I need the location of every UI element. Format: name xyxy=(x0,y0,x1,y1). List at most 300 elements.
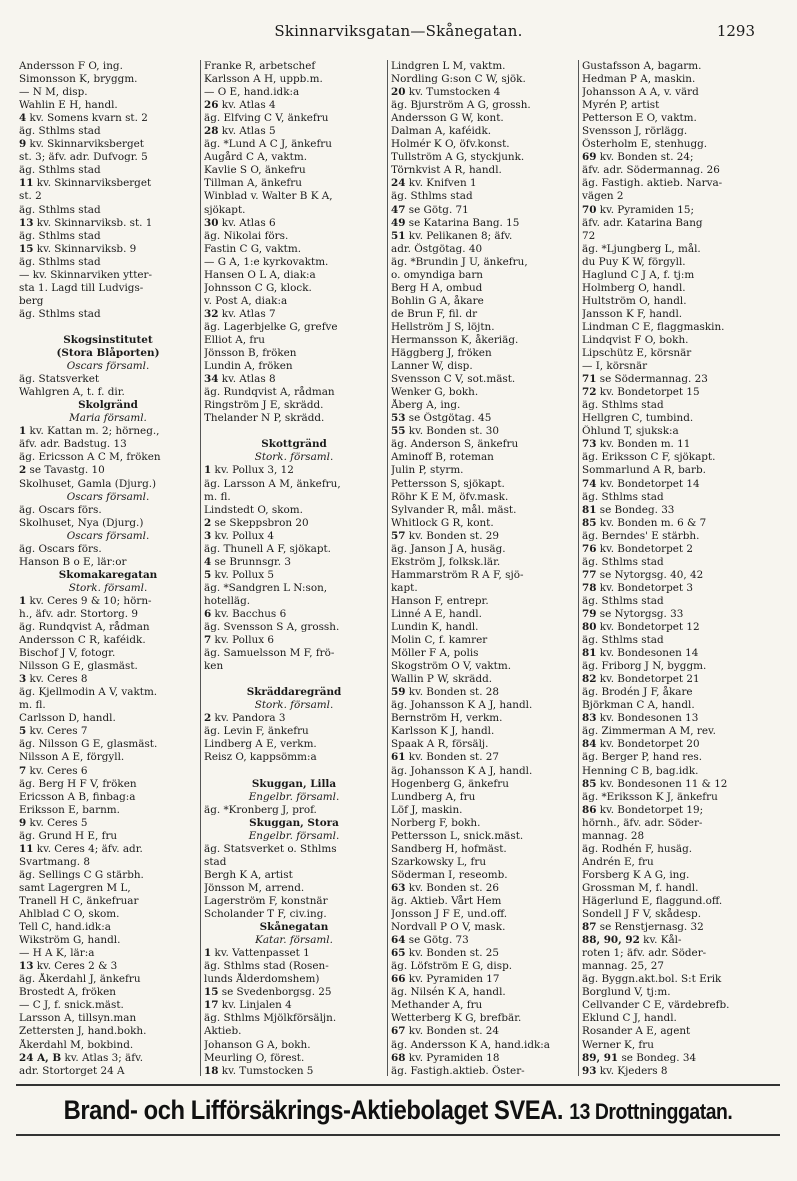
directory-entry: 87 se Renstjernasg. 32 xyxy=(582,921,704,934)
advertisement-address: 13 Drottninggatan. xyxy=(569,1098,733,1124)
directory-entry: 57 kv. Bonden st. 29 xyxy=(391,529,500,542)
directory-entry: 71 se Södermannag. 23 xyxy=(582,373,708,386)
directory-entry: Sandberg H, hofmäst. xyxy=(391,842,507,855)
directory-entry: äg. Andersson K A, hand.idk:a xyxy=(391,1038,551,1051)
directory-entry: Whitlock G R, kont. xyxy=(391,516,494,529)
directory-entry: Skuggan, Stora xyxy=(249,816,339,829)
column-2 xyxy=(200,60,387,1076)
directory-entry: Söderman I, reseomb. xyxy=(391,868,508,881)
directory-entry: Henning C B, bag.idk. xyxy=(582,764,699,777)
directory-entry xyxy=(204,765,384,778)
directory-entry: 53 se Östgötag. 45 xyxy=(391,412,492,425)
directory-entry: 72 xyxy=(582,229,596,242)
directory-entry: Eklund C J, handl. xyxy=(582,1012,677,1025)
directory-entry: äfv. adr. Badstug. 13 xyxy=(19,438,127,451)
directory-entry: Wetterberg K G, brefbär. xyxy=(391,1012,522,1025)
directory-entry: 1 kv. Vattenpasset 1 xyxy=(204,947,310,960)
directory-entry: Röhr K E M, öfv.mask. xyxy=(391,490,509,503)
directory-entry: Häggberg J, fröken xyxy=(391,347,492,360)
page-header xyxy=(0,22,797,44)
directory-entry: Simonsson K, bryggm. xyxy=(19,73,138,86)
directory-entry: 61 kv. Bonden st. 27 xyxy=(391,751,500,764)
directory-entry: äg. Kjellmodin A V, vaktm. xyxy=(19,686,158,699)
directory-entry: 86 kv. Bondetorpet 19; xyxy=(582,803,704,816)
directory-entry: sjökapt. xyxy=(204,203,246,216)
directory-entry: 74 kv. Bondetorpet 14 xyxy=(582,477,700,490)
directory-entry: — kv. Skinnarviken ytter- xyxy=(19,268,152,281)
directory-entry: äg. Levin F, änkefru xyxy=(204,725,309,738)
directory-entry: äg. *Sandgren L N:son, xyxy=(204,581,328,594)
directory-entry: Carlsson D, handl. xyxy=(19,712,116,725)
directory-entry: 30 kv. Atlas 6 xyxy=(204,216,276,229)
directory-entry: 73 kv. Bonden m. 11 xyxy=(582,438,691,451)
directory-entry: du Puy K W, förgyll. xyxy=(582,255,686,268)
directory-entry: Andersson C R, kaféidk. xyxy=(19,634,146,647)
directory-entry: 89, 91 se Bondeg. 34 xyxy=(582,1051,697,1064)
directory-entry: äg. Åkerdahl J, änkefru xyxy=(19,973,141,986)
directory-entry: o. omyndiga barn xyxy=(391,268,483,281)
directory-entry: Nilsson A E, förgyll. xyxy=(19,751,125,764)
directory-entry: Hellström J S, löjtn. xyxy=(391,320,495,333)
page-title: Skinnarviksgatan—Skånegatan. xyxy=(274,22,523,40)
directory-entry: äg. Elfving C V, änkefru xyxy=(204,112,329,125)
directory-entry: äg. Johansson K A J, handl. xyxy=(391,699,533,712)
directory-entry: Grossman M, f. handl. xyxy=(582,881,699,894)
directory-entry: 85 kv. Bondesonen 11 & 12 xyxy=(582,777,728,790)
directory-entry: Brostedt A, fröken xyxy=(19,986,116,999)
directory-entry: Skräddaregränd xyxy=(246,686,342,699)
directory-entry: 7 kv. Pollux 6 xyxy=(204,634,275,647)
directory-entry: Lundberg A, fru xyxy=(391,790,476,803)
directory-entry: äg. Larsson A M, änkefru, xyxy=(204,477,341,490)
directory-entry: 24 A, B kv. Atlas 3; äfv. xyxy=(19,1051,144,1064)
directory-entry: 80 kv. Bondetorpet 12 xyxy=(582,621,700,634)
directory-entry: äg. Sthlms stad xyxy=(19,255,101,268)
directory-entry: Tullström A G, styckjunk. xyxy=(391,151,525,164)
column-1 xyxy=(16,60,200,1076)
directory-entry: Skogström O V, vaktm. xyxy=(391,660,512,673)
directory-entry: Skomakaregatan xyxy=(58,568,158,581)
directory-entry: äg. Statsverket xyxy=(19,373,100,386)
directory-entry: äg. Zimmerman A M, rev. xyxy=(582,725,716,738)
directory-entry: äg. Sthlms stad xyxy=(19,307,101,320)
directory-entry: Åberg A, ing. xyxy=(391,399,461,412)
directory-entry: äg. Grund H E, fru xyxy=(19,829,118,842)
directory-entry: Hultström O, handl. xyxy=(582,294,687,307)
directory-entry: 63 kv. Bonden st. 26 xyxy=(391,881,500,894)
directory-entry: äg. Johansson K A J, handl. xyxy=(391,764,533,777)
directory-entry: Johnsson C G, klock. xyxy=(204,281,312,294)
directory-entry: Ahlblad C O, skom. xyxy=(19,908,120,921)
directory-entry: 93 kv. Kjeders 8 xyxy=(582,1064,668,1076)
directory-entry: Fastin C G, vaktm. xyxy=(204,242,302,255)
directory-entry: äg. Nilsson G E, glasmäst. xyxy=(19,738,158,751)
directory-entry: 4 se Brunnsgr. 3 xyxy=(204,555,292,568)
directory-entry: 72 kv. Bondetorpet 15 xyxy=(582,386,700,399)
directory-entry xyxy=(204,425,384,438)
directory-entry: äg. Sthlms stad xyxy=(582,594,664,607)
directory-entry: Engelbr. församl. xyxy=(248,829,340,842)
directory-entry: äg. Oscars förs. xyxy=(19,503,102,516)
directory-entry: Holmberg O, handl. xyxy=(582,281,686,294)
directory-entry: Lundin K, handl. xyxy=(391,621,479,634)
directory-entry: äg. Sthlms stad xyxy=(582,555,664,568)
directory-entry: — C J, f. snick.mäst. xyxy=(19,999,124,1012)
directory-entry: 64 se Götg. 73 xyxy=(391,934,469,947)
directory-entry: äg. Rundqvist A, rådman xyxy=(204,386,335,399)
directory-entry: v. Post A, diak:a xyxy=(204,294,288,307)
directory-entry: Lindberg A E, verkm. xyxy=(204,738,317,751)
directory-entry: Forsberg K A G, ing. xyxy=(582,868,690,881)
directory-entry: äg. Anderson S, änkefru xyxy=(391,438,519,451)
directory-entry: 5 kv. Ceres 7 xyxy=(19,725,88,738)
directory-entry: äg. Sthlms stad xyxy=(582,399,664,412)
directory-entry: 7 kv. Ceres 6 xyxy=(19,764,88,777)
directory-entry: lunds Ålderdomshem) xyxy=(204,973,320,986)
directory-entry: äg. Sthlms stad xyxy=(582,490,664,503)
directory-entry: 17 kv. Linjalen 4 xyxy=(204,999,292,1012)
directory-entry: Hermansson K, åkeriäg. xyxy=(391,333,519,346)
directory-entry: Pettersson S, sjökapt. xyxy=(391,477,505,490)
directory-entry: Johansson A A, v. värd xyxy=(582,86,699,99)
directory-entry: äg. Nikolai förs. xyxy=(204,229,289,242)
directory-entry: 2 se Skeppsbron 20 xyxy=(204,516,309,529)
directory-entry: de Brun F, fil. dr xyxy=(391,307,478,320)
directory-entry: Skånegatan xyxy=(259,921,329,934)
directory-entry: Dalman A, kaféidk. xyxy=(391,125,492,138)
directory-entry: äg. Brodén J F, åkare xyxy=(582,686,693,699)
directory-entry: h., äfv. adr. Stortorg. 9 xyxy=(19,607,138,620)
directory-entry: 34 kv. Atlas 8 xyxy=(204,373,276,386)
directory-entry: Skuggan, Lilla xyxy=(251,777,337,790)
directory-entry: 82 kv. Bondetorpet 21 xyxy=(582,673,700,686)
directory-entry: 6 kv. Bacchus 6 xyxy=(204,607,287,620)
directory-entry: äg. Berg H F V, fröken xyxy=(19,777,137,790)
column-3 xyxy=(387,60,578,1076)
directory-entry: Spaak A R, försälj. xyxy=(391,738,489,751)
directory-entry: äg. Berndes' E stärbh. xyxy=(582,529,700,542)
directory-entry: adr. Stortorget 24 A xyxy=(19,1064,125,1076)
directory-entry: Hogenberg G, änkefru xyxy=(391,777,509,790)
directory-entry: 88, 90, 92 kv. Kål- xyxy=(582,934,682,947)
directory-entry: Andrén E, fru xyxy=(582,855,654,868)
directory-entry: äg. Fastigh.aktieb. Öster- xyxy=(391,1064,525,1076)
directory-entry: Sondell J F V, skådesp. xyxy=(582,908,701,921)
directory-entry: 1 kv. Kattan m. 2; hörneg., xyxy=(19,425,160,438)
directory-entry: Wahlgren A, t. f. dir. xyxy=(19,386,125,399)
directory-entry: äg. *Eriksson K J, änkefru xyxy=(582,790,718,803)
advertisement-text xyxy=(64,1095,733,1126)
directory-entry: 78 kv. Bondetorpet 3 xyxy=(582,581,693,594)
directory-entry: äg. Rundqvist A, rådman xyxy=(19,621,150,634)
directory-entry: — G A, 1:e kyrkovaktm. xyxy=(204,255,329,268)
directory-entry: Lagerström F, konstnär xyxy=(204,895,328,907)
directory-entry: Sommarlund A R, barb. xyxy=(582,464,706,477)
directory-entry: 66 kv. Pyramiden 17 xyxy=(391,973,500,986)
directory-entry: Hammarström R A F, sjö- xyxy=(391,568,524,581)
directory-entry: 79 se Nytorgsg. 33 xyxy=(582,607,684,620)
directory-entry: Hägerlund E, flaggund.off. xyxy=(582,895,723,907)
directory-entry: Borglund V, tj:m. xyxy=(582,986,671,999)
directory-entry: Aktieb. xyxy=(204,1025,242,1038)
directory-entry: Nordling G:son C W, sjök. xyxy=(391,73,526,86)
directory-entry: Lanner W, disp. xyxy=(391,360,473,373)
directory-entry: samt Lagergren M L, xyxy=(19,881,131,894)
directory-entry: Eriksson E, barnm. xyxy=(19,803,120,816)
directory-entry: Larsson A, tillsyn.man xyxy=(19,1012,137,1025)
directory-entry: 68 kv. Pyramiden 18 xyxy=(391,1051,500,1064)
directory-entry: Gustafsson A, bagarm. xyxy=(582,60,702,72)
directory-entry: Andersson G W, kont. xyxy=(391,112,504,125)
directory-entry: Molin C, f. kamrer xyxy=(391,634,488,647)
directory-entry: Lindgren L M, vaktm. xyxy=(391,60,506,72)
directory-entry: Möller F A, polis xyxy=(391,647,479,660)
directory-entry: Linné A E, handl. xyxy=(391,607,482,620)
directory-entry: Löf J, maskin. xyxy=(391,803,463,816)
directory-entry: äg. Byggn.akt.bol. S:t Erik xyxy=(582,973,722,986)
directory-entry: Öhlund T, sjuksk:a xyxy=(582,425,679,438)
directory-entry: äg. Statsverket o. Sthlms xyxy=(204,842,337,855)
directory-entry: Franke R, arbetschef xyxy=(204,60,316,72)
directory-entry: 4 kv. Somens kvarn st. 2 xyxy=(19,112,148,125)
directory-entry: Wallin P W, skrädd. xyxy=(391,673,493,686)
directory-entry: äfv. adr. Södermannag. 26 xyxy=(582,164,720,177)
directory-entry: Augård C A, vaktm. xyxy=(204,151,308,164)
directory-entry: Berg H A, ombud xyxy=(391,281,483,294)
directory-entry: äg. Janson J A, husäg. xyxy=(391,542,506,555)
directory-entry: 11 kv. Ceres 4; äfv. adr. xyxy=(19,842,143,855)
directory-entry: Aminoff B, roteman xyxy=(391,451,494,464)
directory-entry: st. 3; äfv. adr. Dufvogr. 5 xyxy=(19,151,148,164)
directory-entry: adr. Östgötag. 40 xyxy=(391,242,483,255)
directory-entry: Hanson F, entrepr. xyxy=(391,594,489,607)
directory-entry: 32 kv. Atlas 7 xyxy=(204,307,276,320)
directory-entry xyxy=(19,321,197,334)
directory-entry xyxy=(204,673,384,686)
directory-entry: Oscars församl. xyxy=(66,490,150,503)
directory-entry: 18 kv. Tumstocken 5 xyxy=(204,1064,314,1076)
directory-entry: Lundin A, fröken xyxy=(204,360,293,373)
directory-entry: Jansson K F, handl. xyxy=(582,307,683,320)
directory-entry: äg. Thunell A F, sjökapt. xyxy=(204,542,331,555)
directory-entry: äg. Sthlms stad xyxy=(582,634,664,647)
directory-entry: 84 kv. Bondetorpet 20 xyxy=(582,738,700,751)
directory-entry: hörnh., äfv. adr. Söder- xyxy=(582,816,703,829)
directory-entry: äg. Sthlms stad xyxy=(19,125,101,138)
directory-entry: 3 kv. Ceres 8 xyxy=(19,673,88,686)
directory-entry: Karlsson A H, uppb.m. xyxy=(204,73,323,86)
directory-entry: m. fl. xyxy=(204,490,231,503)
directory-entry: Hedman P A, maskin. xyxy=(582,73,696,86)
directory-entry: Lindman C E, flaggmaskin. xyxy=(582,320,725,333)
directory-entry: 13 kv. Ceres 2 & 3 xyxy=(19,960,118,973)
directory-entry: äg. Berger P, hand res. xyxy=(582,751,703,764)
advertisement-company: Brand- och Lifförsäkrings-Aktiebolaget SVEA. xyxy=(63,1094,564,1125)
directory-entry: äg. Samuelsson M F, frö- xyxy=(204,647,335,660)
directory-entry: 81 se Bondeg. 33 xyxy=(582,503,675,516)
directory-entry: 1 kv. Ceres 9 & 10; hörn- xyxy=(19,594,152,607)
directory-entry: Katar. församl. xyxy=(255,934,333,947)
directory-entry: Tell C, hand.idk:a xyxy=(19,921,111,934)
directory-entry: mannag. 25, 27 xyxy=(582,960,664,973)
directory-entry: äg. Ericsson A C M, fröken xyxy=(19,451,161,464)
directory-entry: Johanson G A, bokh. xyxy=(204,1038,311,1051)
directory-entry: äg. Sthlms stad xyxy=(391,190,473,203)
directory-entry: 83 kv. Bondesonen 13 xyxy=(582,712,699,725)
directory-entry: Hanson B o E, lär:or xyxy=(19,555,127,568)
directory-entry: 70 kv. Pyramiden 15; xyxy=(582,203,695,216)
column-4 xyxy=(578,60,780,1076)
directory-entry: Elliot A, fru xyxy=(204,333,265,346)
directory-entry: 69 kv. Bonden st. 24; xyxy=(582,151,694,164)
directory-entry: äg. Löfström E G, disp. xyxy=(391,960,513,973)
directory-entry: kapt. xyxy=(391,581,418,594)
directory-entry: 81 kv. Bondesonen 14 xyxy=(582,647,699,660)
directory-entry: 26 kv. Atlas 4 xyxy=(204,99,276,112)
directory-entry: Lipschütz E, körsnär xyxy=(582,347,692,360)
directory-entry: Nilsson G E, glasmäst. xyxy=(19,660,138,673)
directory-entry: 55 kv. Bonden st. 30 xyxy=(391,425,500,438)
directory-entry: äg. Oscars förs. xyxy=(19,542,102,555)
directory-entry: äg. Lagerbjelke G, grefve xyxy=(204,320,338,333)
directory-entry: Skogsinstitutet xyxy=(63,333,153,346)
directory-entry: Hansen O L A, diak:a xyxy=(204,268,316,281)
directory-entry: — O E, hand.idk:a xyxy=(204,86,300,99)
directory-entry: 76 kv. Bondetorpet 2 xyxy=(582,542,693,555)
directory-entry: Stork. församl. xyxy=(254,699,334,712)
directory-entry: Norberg F, bokh. xyxy=(391,816,481,829)
directory-entry: Bernström H, verkm. xyxy=(391,712,503,725)
directory-entry: Skottgränd xyxy=(261,438,327,451)
directory-entry: äg. Sthlms stad xyxy=(19,203,101,216)
directory-entry: Andersson F O, ing. xyxy=(19,60,123,72)
directory-entry: Reisz O, kappsömm:a xyxy=(204,751,317,764)
directory-entry: Petterson E O, vaktm. xyxy=(582,112,697,125)
directory-entry: hotelläg. xyxy=(204,594,251,607)
directory-entry: Stork. församl. xyxy=(68,581,148,594)
directory-entry: Björkman C A, handl. xyxy=(582,699,695,712)
directory-entry: Scholander T F, civ.ing. xyxy=(204,908,327,921)
directory-entry: Svartmang. 8 xyxy=(19,855,90,868)
directory-entry: Cellvander C E, värdebrefb. xyxy=(582,999,730,1012)
directory-entry: mannag. 28 xyxy=(582,829,645,842)
directory-entry: 49 se Katarina Bang. 15 xyxy=(391,216,520,229)
directory-entry: st. 2 xyxy=(19,190,42,203)
directory-entry: Wahlin E H, handl. xyxy=(19,99,118,112)
directory-entry: Törnkvist A R, handl. xyxy=(391,164,502,177)
directory-entry: 51 kv. Pelikanen 8; äfv. xyxy=(391,229,513,242)
directory-entry: äfv. adr. Katarina Bang xyxy=(582,216,703,229)
directory-entry: Bohlin G A, åkare xyxy=(391,294,484,307)
directory-entry: 5 kv. Pollux 5 xyxy=(204,568,275,581)
directory-entry: Haglund C J A, f. tj:m xyxy=(582,268,695,281)
directory-entry: Maria församl. xyxy=(69,412,147,425)
directory-entry: Meurling O, förest. xyxy=(204,1051,305,1064)
directory-entry: 59 kv. Bonden st. 28 xyxy=(391,686,500,699)
directory-entry: — H A K, lär:a xyxy=(19,947,95,960)
directory-entry: Wenker G, bokh. xyxy=(391,386,479,399)
directory-entry: Thelander N P, skrädd. xyxy=(204,412,325,425)
directory-entry: roten 1; äfv. adr. Söder- xyxy=(582,947,707,960)
directory-entry: Åkerdahl M, bokbind. xyxy=(19,1038,134,1051)
directory-entry: Stork. församl. xyxy=(254,451,334,464)
directory-entry: Werner K, fru xyxy=(582,1038,654,1051)
directory-entry: Oscars församl. xyxy=(66,529,150,542)
directory-entry: äg. Sthlms stad xyxy=(19,229,101,242)
directory-entry: Skolhuset, Gamla (Djurg.) xyxy=(19,477,157,490)
directory-entry: Oscars församl. xyxy=(66,360,150,373)
directory-entry: Pettersson L, snick.mäst. xyxy=(391,829,524,842)
directory-entry: vägen 2 xyxy=(582,190,624,203)
directory-entry: äg. Bjurström A G, grossh. xyxy=(391,99,531,112)
directory-entry: Tranell H C, änkefruar xyxy=(19,895,139,907)
directory-entry: Bischof J V, fotogr. xyxy=(19,647,116,660)
directory-entry: Jonsson J F E, und.off. xyxy=(391,908,508,921)
directory-entry: äg. *Ljungberg L, mål. xyxy=(582,242,701,255)
directory-entry: 9 kv. Skinnarviksberget xyxy=(19,138,144,151)
directory-entry: Julin P, styrm. xyxy=(391,464,464,477)
directory-columns xyxy=(16,60,780,1076)
directory-entry: Bergh K A, artist xyxy=(204,868,293,881)
directory-entry: Myrén P, artist xyxy=(582,99,660,112)
directory-entry: Ekström J, folksk.lär. xyxy=(391,555,501,568)
directory-entry: 11 kv. Skinnarviksberget xyxy=(19,177,152,190)
directory-entry: 20 kv. Tumstocken 4 xyxy=(391,86,501,99)
directory-entry: 13 kv. Skinnarviksb. st. 1 xyxy=(19,216,153,229)
directory-entry: Sylvander R, mål. mäst. xyxy=(391,503,517,516)
directory-entry: äg. Sthlms stad (Rosen- xyxy=(204,960,329,973)
directory-entry: sta 1. Lagd till Ludvigs- xyxy=(19,281,144,294)
directory-entry: äg. Fastigh. aktieb. Narva- xyxy=(582,177,723,190)
directory-entry: berg xyxy=(19,294,44,307)
advertisement-band xyxy=(16,1084,780,1136)
directory-entry: Ericsson A B, finbag:a xyxy=(19,790,136,803)
directory-entry: äg. *Brundin J U, änkefru, xyxy=(391,255,528,268)
directory-entry: 85 kv. Bonden m. 6 & 7 xyxy=(582,516,707,529)
directory-entry: m. fl. xyxy=(19,699,46,712)
directory-entry: (Stora Blåporten) xyxy=(56,347,160,360)
directory-entry: 15 se Svedenborgsg. 25 xyxy=(204,986,332,999)
directory-entry: Kavlie S O, änkefru xyxy=(204,164,306,177)
directory-entry: äg. *Lund A C J, änkefru xyxy=(204,138,332,151)
page-number: 1293 xyxy=(716,22,755,40)
directory-entry: Hellgren C, tumbind. xyxy=(582,412,694,425)
directory-entry: Lindstedt O, skom. xyxy=(204,503,303,516)
directory-entry: Karlsson K J, handl. xyxy=(391,725,495,738)
directory-entry: 77 se Nytorgsg. 40, 42 xyxy=(582,568,704,581)
directory-entry: äg. *Kronberg J, prof. xyxy=(204,803,317,816)
directory-entry: 15 kv. Skinnarviksb. 9 xyxy=(19,242,137,255)
directory-entry: stad xyxy=(204,855,227,868)
directory-entry: 47 se Götg. 71 xyxy=(391,203,469,216)
directory-entry: — N M, disp. xyxy=(19,86,88,99)
directory-entry: Skolhuset, Nya (Djurg.) xyxy=(19,516,144,529)
directory-entry: Rosander A E, agent xyxy=(582,1025,691,1038)
directory-entry: Szarkowsky L, fru xyxy=(391,855,487,868)
directory-entry: Winblad v. Walter B K A, xyxy=(204,190,333,203)
directory-entry: Svensson J, rörlägg. xyxy=(582,125,688,138)
directory-entry: äg. Nilsén K A, handl. xyxy=(391,986,506,999)
directory-entry: Zettersten J, hand.bokh. xyxy=(19,1025,147,1038)
directory-entry: äg. Rodhén F, husäg. xyxy=(582,842,693,855)
directory-entry: 9 kv. Ceres 5 xyxy=(19,816,88,829)
directory-entry: Methander A, fru xyxy=(391,999,483,1012)
directory-entry: 24 kv. Knifven 1 xyxy=(391,177,477,190)
directory-entry: ken xyxy=(204,660,224,673)
directory-entry: äg. Sthlms stad xyxy=(19,164,101,177)
directory-entry: äg. Sellings C G stärbh. xyxy=(19,868,144,881)
directory-entry: äg. Svensson S A, grossh. xyxy=(204,621,340,634)
